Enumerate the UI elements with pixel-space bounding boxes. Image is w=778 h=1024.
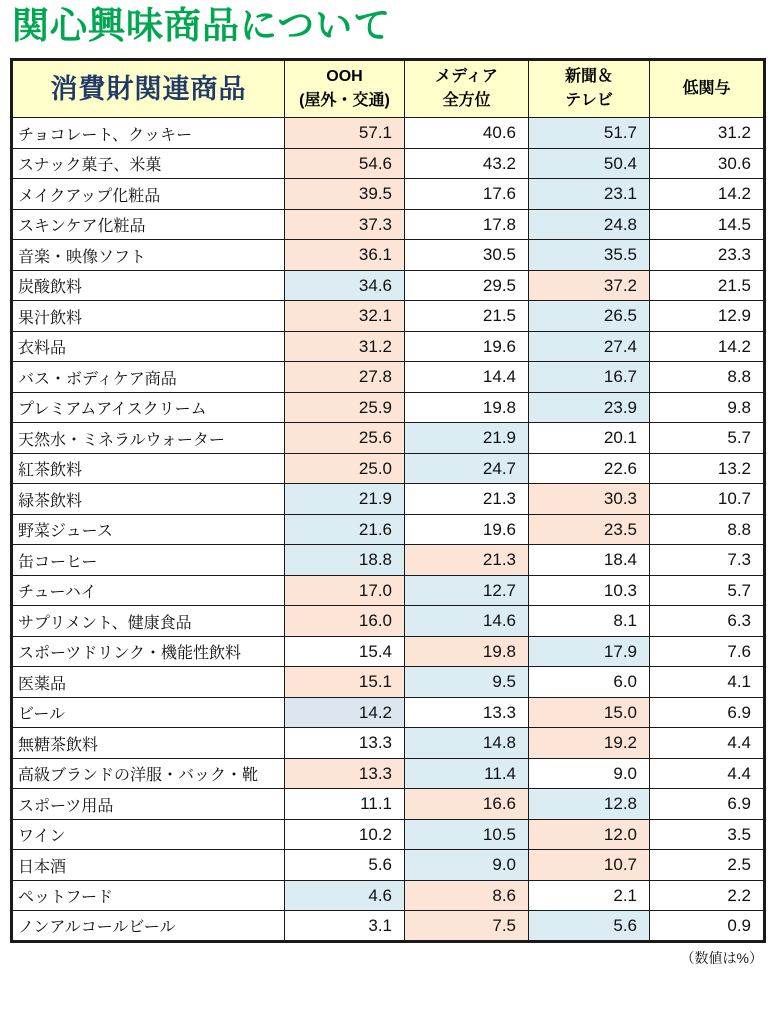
value-cell: 12.9 (650, 301, 765, 332)
column-header-news-tv-line1: 新聞＆ (564, 68, 613, 86)
value-cell: 14.2 (285, 697, 405, 728)
table-row (12, 392, 765, 423)
table-row (12, 362, 765, 393)
value-cell: 24.7 (405, 453, 529, 484)
value-cell: 30.3 (529, 484, 650, 515)
product-name-cell: ペットフード (12, 880, 285, 911)
value-cell: 9.5 (405, 667, 529, 698)
column-header-product: 消費財関連商品 (12, 60, 285, 118)
value-cell: 0.9 (650, 911, 765, 942)
table-header (12, 60, 765, 118)
value-cell: 37.2 (529, 270, 650, 301)
value-cell: 14.2 (650, 331, 765, 362)
value-cell: 14.6 (405, 606, 529, 637)
value-cell: 17.0 (285, 575, 405, 606)
value-cell: 40.6 (405, 118, 529, 149)
table-row (12, 728, 765, 759)
product-name-cell: スポーツ用品 (12, 789, 285, 820)
value-cell: 32.1 (285, 301, 405, 332)
value-cell: 15.4 (285, 636, 405, 667)
value-cell: 21.9 (285, 484, 405, 515)
product-name-cell: チョコレート、クッキー (12, 118, 285, 149)
product-name-cell: ビール (12, 697, 285, 728)
value-cell: 15.0 (529, 697, 650, 728)
value-cell: 7.5 (405, 911, 529, 942)
interest-products-table (10, 58, 766, 943)
product-name-cell: ノンアルコールビール (12, 911, 285, 942)
value-cell: 27.4 (529, 331, 650, 362)
value-cell: 25.0 (285, 453, 405, 484)
value-cell: 51.7 (529, 118, 650, 149)
product-name-cell: ワイン (12, 819, 285, 850)
value-cell: 5.7 (650, 575, 765, 606)
value-cell: 17.6 (405, 179, 529, 210)
column-header-news-tv-line2: テレビ (565, 92, 613, 110)
value-cell: 19.8 (405, 636, 529, 667)
value-cell: 17.9 (529, 636, 650, 667)
value-cell: 57.1 (285, 118, 405, 149)
product-name-cell: 天然水・ミネラルウォーター (12, 423, 285, 454)
value-cell: 29.5 (405, 270, 529, 301)
header-row (12, 60, 765, 118)
product-name-cell: 果汁飲料 (12, 301, 285, 332)
product-name-cell: 炭酸飲料 (12, 270, 285, 301)
value-cell: 23.1 (529, 179, 650, 210)
value-cell: 13.3 (285, 728, 405, 759)
value-cell: 10.2 (285, 819, 405, 850)
product-name-cell: チューハイ (12, 575, 285, 606)
value-cell: 10.7 (650, 484, 765, 515)
value-cell: 4.6 (285, 880, 405, 911)
value-cell: 11.1 (285, 789, 405, 820)
table-row (12, 270, 765, 301)
table-row (12, 331, 765, 362)
value-cell: 5.6 (285, 850, 405, 881)
value-cell: 39.5 (285, 179, 405, 210)
value-cell: 22.6 (529, 453, 650, 484)
value-cell: 31.2 (285, 331, 405, 362)
product-name-cell: 無糖茶飲料 (12, 728, 285, 759)
product-name-cell: 紅茶飲料 (12, 453, 285, 484)
table-row (12, 453, 765, 484)
value-cell: 10.7 (529, 850, 650, 881)
table-row (12, 301, 765, 332)
value-cell: 43.2 (405, 148, 529, 179)
value-cell: 3.1 (285, 911, 405, 942)
value-cell: 13.2 (650, 453, 765, 484)
column-header-media-line2: 全方位 (442, 92, 491, 110)
product-name-cell: 缶コーヒー (12, 545, 285, 576)
value-cell: 36.1 (285, 240, 405, 271)
value-cell: 17.8 (405, 209, 529, 240)
product-name-cell: 衣料品 (12, 331, 285, 362)
column-header-ooh (285, 60, 405, 118)
value-cell: 5.7 (650, 423, 765, 454)
table-row (12, 789, 765, 820)
page-title: 関心興味商品について (12, 5, 392, 46)
value-cell: 6.9 (650, 697, 765, 728)
table-row (12, 423, 765, 454)
value-cell: 27.8 (285, 362, 405, 393)
value-cell: 12.0 (529, 819, 650, 850)
value-cell: 14.8 (405, 728, 529, 759)
product-name-cell: スナック菓子、米菓 (12, 148, 285, 179)
value-cell: 21.9 (405, 423, 529, 454)
table-row (12, 240, 765, 271)
value-cell: 7.6 (650, 636, 765, 667)
value-cell: 6.3 (650, 606, 765, 637)
unit-footnote: （数値は%） (680, 949, 763, 966)
table-row (12, 575, 765, 606)
value-cell: 19.6 (405, 331, 529, 362)
value-cell: 2.1 (529, 880, 650, 911)
value-cell: 3.5 (650, 819, 765, 850)
table-row (12, 209, 765, 240)
product-name-cell: メイクアップ化粧品 (12, 179, 285, 210)
value-cell: 9.0 (529, 758, 650, 789)
value-cell: 30.6 (650, 148, 765, 179)
column-header-media (405, 60, 529, 118)
product-name-cell: バス・ボディケア商品 (12, 362, 285, 393)
column-header-ooh-line2: (屋外・交通) (299, 92, 390, 110)
product-name-cell: プレミアムアイスクリーム (12, 392, 285, 423)
value-cell: 9.0 (405, 850, 529, 881)
value-cell: 30.5 (405, 240, 529, 271)
product-name-cell: サプリメント、健康食品 (12, 606, 285, 637)
value-cell: 7.3 (650, 545, 765, 576)
value-cell: 2.5 (650, 850, 765, 881)
table-row (12, 545, 765, 576)
value-cell: 12.7 (405, 575, 529, 606)
product-name-cell: スキンケア化粧品 (12, 209, 285, 240)
value-cell: 4.4 (650, 728, 765, 759)
product-name-cell: 高級ブランドの洋服・バック・靴 (12, 758, 285, 789)
value-cell: 4.4 (650, 758, 765, 789)
value-cell: 8.6 (405, 880, 529, 911)
table-row (12, 911, 765, 942)
value-cell: 16.0 (285, 606, 405, 637)
column-header-media-line1: メディア (435, 68, 498, 86)
table-row (12, 880, 765, 911)
value-cell: 2.2 (650, 880, 765, 911)
table-row (12, 636, 765, 667)
value-cell: 18.8 (285, 545, 405, 576)
value-cell: 23.9 (529, 392, 650, 423)
value-cell: 16.6 (405, 789, 529, 820)
value-cell: 6.9 (650, 789, 765, 820)
table-row (12, 514, 765, 545)
table-row (12, 606, 765, 637)
value-cell: 9.8 (650, 392, 765, 423)
value-cell: 23.5 (529, 514, 650, 545)
value-cell: 6.0 (529, 667, 650, 698)
value-cell: 5.6 (529, 911, 650, 942)
value-cell: 12.8 (529, 789, 650, 820)
table-row (12, 850, 765, 881)
value-cell: 34.6 (285, 270, 405, 301)
product-name-cell: 日本酒 (12, 850, 285, 881)
product-name-cell: 野菜ジュース (12, 514, 285, 545)
value-cell: 13.3 (285, 758, 405, 789)
table-row (12, 697, 765, 728)
value-cell: 21.3 (405, 545, 529, 576)
value-cell: 23.3 (650, 240, 765, 271)
table-row (12, 667, 765, 698)
column-header-news-tv (529, 60, 650, 118)
value-cell: 21.5 (650, 270, 765, 301)
value-cell: 20.1 (529, 423, 650, 454)
value-cell: 25.6 (285, 423, 405, 454)
product-name-cell: 医薬品 (12, 667, 285, 698)
value-cell: 37.3 (285, 209, 405, 240)
value-cell: 18.4 (529, 545, 650, 576)
table-row (12, 118, 765, 149)
table-row (12, 148, 765, 179)
column-header-ooh-line1: OOH (326, 68, 363, 86)
value-cell: 50.4 (529, 148, 650, 179)
column-header-low-involvement: 低関与 (650, 60, 765, 118)
value-cell: 19.2 (529, 728, 650, 759)
value-cell: 19.8 (405, 392, 529, 423)
value-cell: 4.1 (650, 667, 765, 698)
table-row (12, 758, 765, 789)
value-cell: 31.2 (650, 118, 765, 149)
value-cell: 21.5 (405, 301, 529, 332)
value-cell: 11.4 (405, 758, 529, 789)
value-cell: 19.6 (405, 514, 529, 545)
value-cell: 8.1 (529, 606, 650, 637)
value-cell: 10.3 (529, 575, 650, 606)
value-cell: 24.8 (529, 209, 650, 240)
table-row (12, 484, 765, 515)
value-cell: 13.3 (405, 697, 529, 728)
value-cell: 8.8 (650, 514, 765, 545)
value-cell: 54.6 (285, 148, 405, 179)
value-cell: 21.6 (285, 514, 405, 545)
value-cell: 35.5 (529, 240, 650, 271)
value-cell: 14.2 (650, 179, 765, 210)
value-cell: 14.4 (405, 362, 529, 393)
value-cell: 8.8 (650, 362, 765, 393)
value-cell: 16.7 (529, 362, 650, 393)
value-cell: 26.5 (529, 301, 650, 332)
value-cell: 15.1 (285, 667, 405, 698)
table-row (12, 819, 765, 850)
product-name-cell: スポーツドリンク・機能性飲料 (12, 636, 285, 667)
value-cell: 10.5 (405, 819, 529, 850)
table-body (12, 118, 765, 942)
value-cell: 14.5 (650, 209, 765, 240)
product-name-cell: 音楽・映像ソフト (12, 240, 285, 271)
value-cell: 21.3 (405, 484, 529, 515)
product-name-cell: 緑茶飲料 (12, 484, 285, 515)
table-row (12, 179, 765, 210)
value-cell: 25.9 (285, 392, 405, 423)
